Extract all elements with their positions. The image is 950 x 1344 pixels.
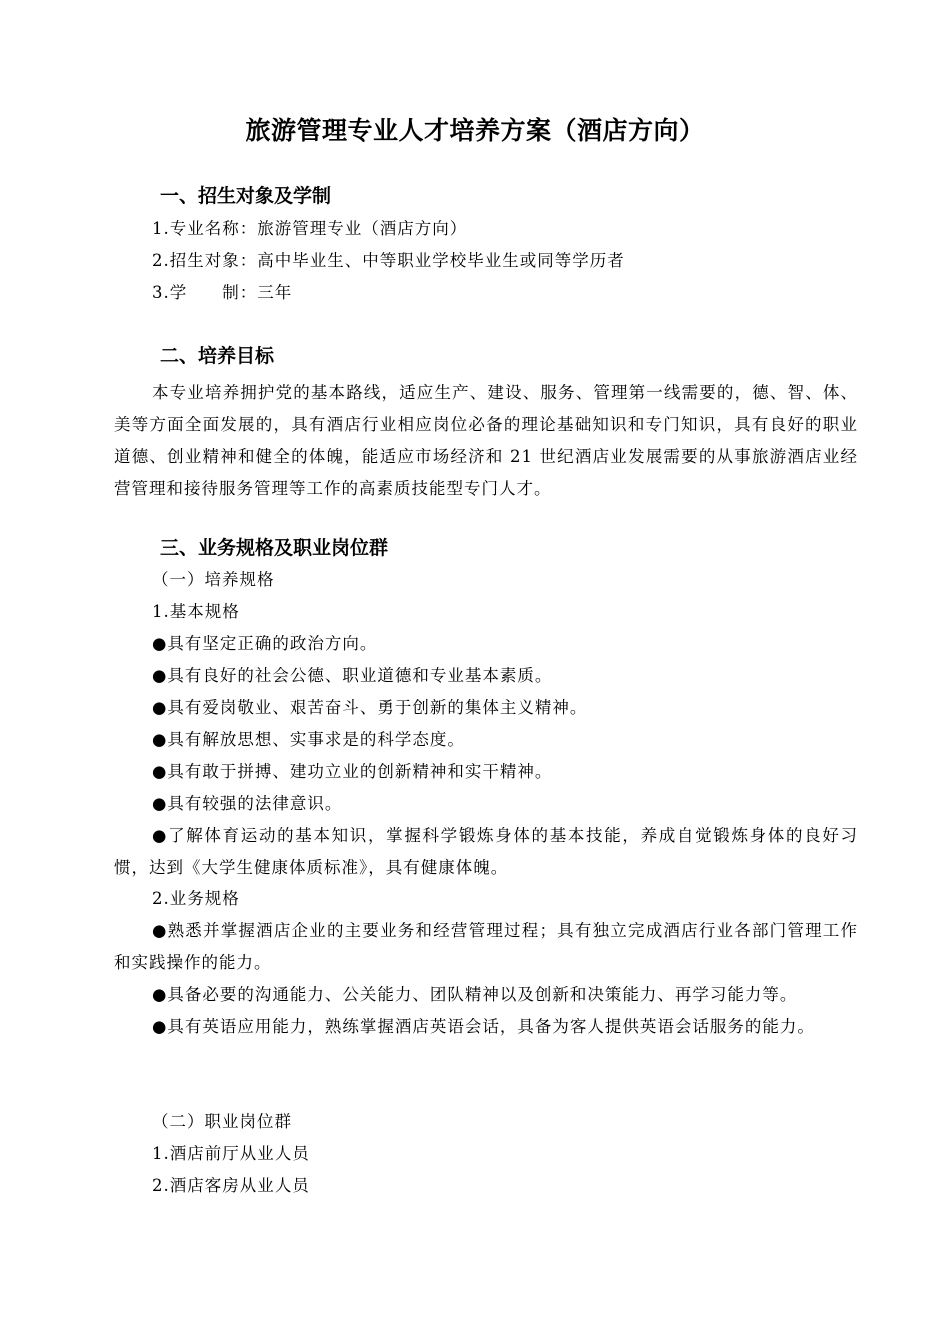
document-title: 旅游管理专业人才培养方案（酒店方向） [245,116,705,145]
business-spec-item: ●具备必要的沟通能力、公关能力、团队精神以及创新和决策能力、再学习能力等。 [152,985,798,1004]
basic-spec-item: ●具有较强的法律意识。 [152,794,343,813]
business-spec-item: ●具有英语应用能力，熟练掌握酒店英语会话，具备为客人提供英语会话服务的能力。 [152,1017,815,1036]
basic-spec-item: ●具有良好的社会公德、职业道德和专业基本素质。 [152,666,553,685]
job-group-item: 1.酒店前厅从业人员 [152,1144,310,1163]
business-specs-label: 2.业务规格 [152,889,240,908]
basic-spec-item: ●具有爱岗敬业、艰苦奋斗、勇于创新的集体主义精神。 [152,698,588,717]
section-heading-specs-and-jobs: 三、业务规格及职业岗位群 [160,537,389,559]
subsection-training-specs: （一）培养规格 [152,570,275,589]
section-heading-objectives: 二、培养目标 [160,345,275,367]
enrollment-item-duration: 3.学 制：三年 [152,283,293,302]
subsection-job-groups: （二）职业岗位群 [152,1112,292,1131]
basic-specs-label: 1.基本规格 [152,602,240,621]
job-group-item: 2.酒店客房从业人员 [152,1176,310,1195]
objectives-paragraph: 本专业培养拥护党的基本路线，适应生产、建设、服务、管理第一线需要的，德、智、体、美等方面全面发展的，具有酒店行业相应岗位必备的理论基础知识和专门知识，具有良好的职业道德、创业精神和健全的体魄，能适应市场经济和 21 世纪酒店业发展需要的从事旅游酒店业经营管理和接待服务管理等工作的高素质技能型专门人才。 [114,383,858,498]
business-spec-item: ●熟悉并掌握酒店企业的主要业务和经营管理过程；具有独立完成酒店行业各部门管理工作和实践操作的能力。 [114,921,858,972]
enrollment-item-target: 2.招生对象：高中毕业生、中等职业学校毕业生或同等学历者 [152,251,625,270]
basic-spec-item: ●具有坚定正确的政治方向。 [152,634,378,653]
basic-spec-item: ●具有敢于拼搏、建功立业的创新精神和实干精神。 [152,762,553,781]
enrollment-item-major: 1.专业名称：旅游管理专业（酒店方向） [152,219,468,238]
basic-spec-item: ●了解体育运动的基本知识，掌握科学锻炼身体的基本技能，养成自觉锻炼身体的良好习惯，达到《大学生健康体质标准》，具有健康体魄。 [114,826,858,877]
basic-spec-item: ●具有解放思想、实事求是的科学态度。 [152,730,465,749]
section-heading-enrollment: 一、招生对象及学制 [160,185,332,207]
